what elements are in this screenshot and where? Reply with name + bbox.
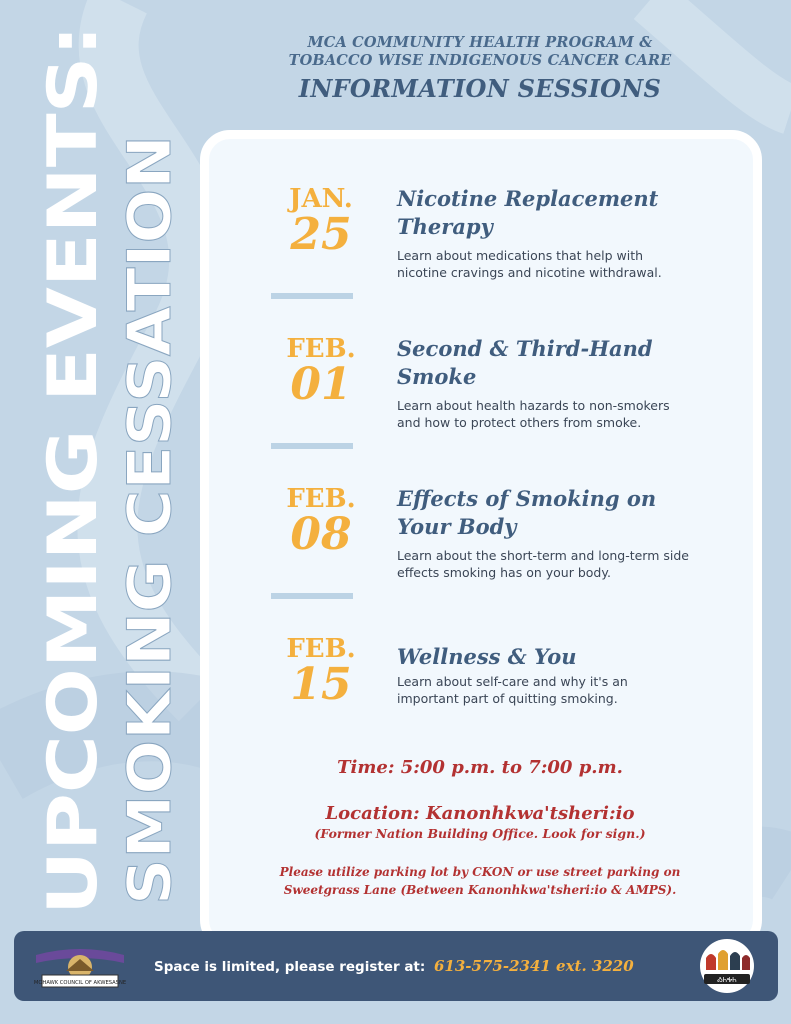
footer-bar <box>14 931 778 1001</box>
event-title-line: Therapy <box>397 214 493 239</box>
event-title <box>397 185 737 241</box>
event-item <box>209 635 769 765</box>
event-description-line: Learn about self-care and why it's an <box>397 674 628 689</box>
mohawk-council-logo <box>32 941 128 991</box>
event-description <box>397 547 737 581</box>
event-description-line: Learn about health hazards to non-smokers <box>397 398 670 413</box>
parking-note-line: Sweetgrass Lane (Between Kanonhkwa'tsheri:io & AMPS). <box>283 883 677 897</box>
event-date <box>271 334 371 410</box>
event-description <box>397 673 737 707</box>
event-title-line: Smoke <box>397 364 477 389</box>
event-title-line: Effects of Smoking on <box>397 486 657 511</box>
location-note: (Former Nation Building Office. Look for sign.) <box>314 826 646 841</box>
health-program-logo <box>694 938 760 994</box>
event-title-line: Nicotine Replacement <box>397 186 659 211</box>
event-description-line: Learn about medications that help with <box>397 248 644 263</box>
event-description <box>397 397 737 431</box>
event-title <box>397 485 737 541</box>
registration-text: Space is limited, please register at: <box>154 959 426 975</box>
event-divider <box>271 593 353 599</box>
event-day: 01 <box>290 359 352 410</box>
event-day: 15 <box>290 659 352 710</box>
header-line-1: MCA COMMUNITY HEALTH PROGRAM & <box>307 34 653 51</box>
session-location: Location: Kanonhkwa'tsheri:io <box>325 803 635 824</box>
event-description-line: effects smoking has on your body. <box>397 565 611 580</box>
vertical-title-line1: UPCOMING EVENTS: <box>34 147 113 915</box>
event-date <box>271 634 371 710</box>
health-program-logo-text: ᎣᏂᎭᏂ <box>717 976 737 984</box>
event-description-line: important part of quitting smoking. <box>397 691 618 706</box>
event-date <box>271 484 371 560</box>
header-title: INFORMATION SESSIONS <box>298 74 662 103</box>
parking-note-line: Please utilize parking lot by CKON or use street parking on <box>279 865 681 879</box>
event-month: FEB. <box>286 334 356 364</box>
registration-phone[interactable]: 613-575-2341 ext. 3220 <box>434 957 634 975</box>
event-title <box>397 335 737 391</box>
vertical-title-line2: SMOKING CESSATION <box>115 186 185 905</box>
session-time: Time: 5:00 p.m. to 7:00 p.m. <box>337 757 623 778</box>
event-description-line: and how to protect others from smoke. <box>397 415 642 430</box>
event-divider <box>271 443 353 449</box>
registration-message <box>154 957 634 975</box>
event-title <box>397 643 737 671</box>
event-description-line: Learn about the short-term and long-term side <box>397 548 689 563</box>
event-title-line: Second & Third-Hand <box>397 336 653 361</box>
vertical-title <box>0 0 200 930</box>
event-month: FEB. <box>286 484 356 514</box>
event-divider <box>271 293 353 299</box>
mohawk-council-logo-text: MOHAWK COUNCIL OF AKWESASNE <box>33 980 127 986</box>
event-day: 08 <box>290 509 352 560</box>
event-day: 25 <box>290 209 352 260</box>
event-date <box>271 184 371 260</box>
event-title-line: Your Body <box>397 514 517 539</box>
header-line-2: TOBACCO WISE INDIGENOUS CANCER CARE <box>288 52 672 69</box>
event-description <box>397 247 737 281</box>
event-month: FEB. <box>286 634 356 664</box>
parking-note <box>200 863 760 899</box>
event-title-line: Wellness & You <box>397 644 577 669</box>
event-month: JAN. <box>289 184 353 214</box>
event-description-line: nicotine cravings and nicotine withdrawal. <box>397 265 662 280</box>
